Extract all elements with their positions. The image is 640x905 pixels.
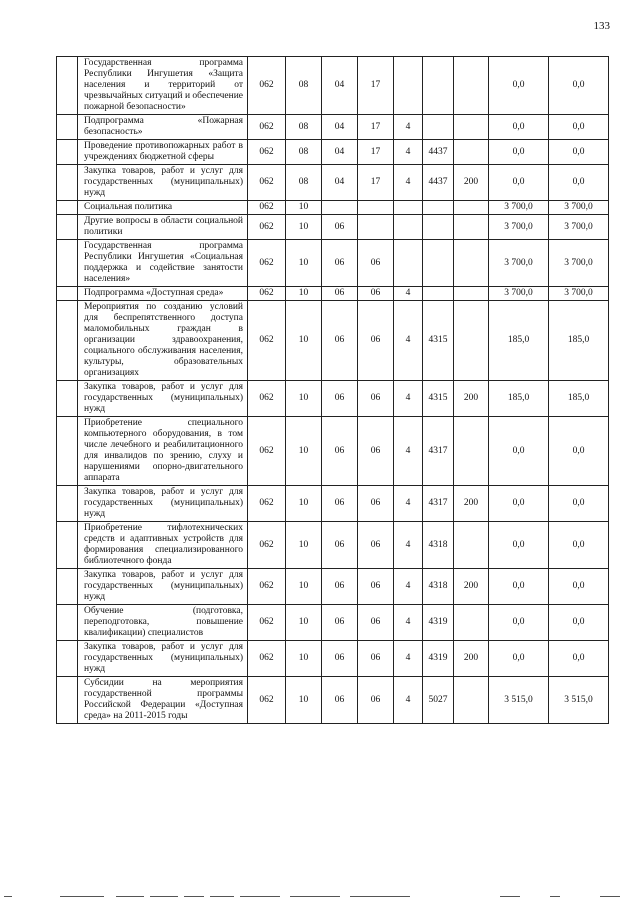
cell-rz: 08 (286, 140, 322, 165)
cell-art (423, 115, 454, 140)
cell-pr: 06 (322, 605, 358, 641)
cell-art: 4315 (423, 301, 454, 381)
cell-vr (454, 57, 489, 115)
cell-sub: 4 (394, 287, 423, 301)
cell-rz: 10 (286, 381, 322, 417)
cell-vr (454, 417, 489, 486)
table-row (57, 201, 609, 215)
cell-sub (394, 57, 423, 115)
cell-sub (394, 240, 423, 287)
cell-ved: 062 (248, 417, 286, 486)
cell-name: Субсидии на мероприятия государственной программы Российской Федерации «Доступная среда» на 2011-2015 годы (78, 677, 248, 724)
cell-rz: 10 (286, 201, 322, 215)
cell-sum1: 0,0 (489, 140, 549, 165)
cell-sum2: 0,0 (549, 417, 609, 486)
cell-sum1: 3 515,0 (489, 677, 549, 724)
cell-name: Обучение (подготовка, переподготовка, повышение квалификации) специалистов (78, 605, 248, 641)
cell-art: 4437 (423, 165, 454, 201)
cell-art: 4319 (423, 605, 454, 641)
cell-name: Другие вопросы в области социальной политики (78, 215, 248, 240)
cell-sum2: 0,0 (549, 605, 609, 641)
cell-art: 5027 (423, 677, 454, 724)
cell-art: 4317 (423, 417, 454, 486)
cell-ved: 062 (248, 301, 286, 381)
cell-prog: 06 (358, 301, 394, 381)
cell-ved: 062 (248, 381, 286, 417)
cell-sum1: 3 700,0 (489, 287, 549, 301)
cell-rz: 10 (286, 569, 322, 605)
cell-vr: 200 (454, 381, 489, 417)
cell-sum1: 0,0 (489, 522, 549, 569)
table-row (57, 677, 609, 724)
cell-rz: 10 (286, 486, 322, 522)
table-row (57, 641, 609, 677)
cell-prog: 06 (358, 240, 394, 287)
cell-art (423, 215, 454, 240)
row-margin-cell (57, 605, 78, 641)
table-row (57, 240, 609, 287)
cell-name: Закупка товаров, работ и услуг для государственных (муниципальных) нужд (78, 569, 248, 605)
cell-art: 4315 (423, 381, 454, 417)
cell-pr: 06 (322, 677, 358, 724)
cell-ved: 062 (248, 677, 286, 724)
cell-rz: 10 (286, 677, 322, 724)
cell-ved: 062 (248, 215, 286, 240)
cell-sub: 4 (394, 417, 423, 486)
cell-prog (358, 201, 394, 215)
cell-ved: 062 (248, 57, 286, 115)
cell-rz: 10 (286, 522, 322, 569)
cell-ved: 062 (248, 140, 286, 165)
cell-ved: 062 (248, 641, 286, 677)
cell-prog: 17 (358, 140, 394, 165)
cell-name: Проведение противопожарных работ в учреждениях бюджетной сферы (78, 140, 248, 165)
page-number: 133 (593, 20, 610, 32)
cell-vr (454, 240, 489, 287)
cell-sum1: 3 700,0 (489, 201, 549, 215)
table-row (57, 287, 609, 301)
cell-name: Подпрограмма «Пожарная безопасность» (78, 115, 248, 140)
row-margin-cell (57, 240, 78, 287)
cell-ved: 062 (248, 201, 286, 215)
cell-sub (394, 201, 423, 215)
cell-prog: 17 (358, 165, 394, 201)
table-row (57, 569, 609, 605)
cell-prog: 06 (358, 486, 394, 522)
cell-name: Закупка товаров, работ и услуг для государственных (муниципальных) нужд (78, 641, 248, 677)
cell-name: Закупка товаров, работ и услуг для государственных (муниципальных) нужд (78, 486, 248, 522)
footer-scan-marks (0, 896, 640, 897)
cell-art: 4318 (423, 569, 454, 605)
cell-prog: 17 (358, 115, 394, 140)
row-margin-cell (57, 115, 78, 140)
cell-sub (394, 215, 423, 240)
cell-sub: 4 (394, 677, 423, 724)
table-row (57, 522, 609, 569)
cell-prog: 06 (358, 641, 394, 677)
cell-pr: 04 (322, 57, 358, 115)
cell-sum2: 3 700,0 (549, 240, 609, 287)
cell-ved: 062 (248, 569, 286, 605)
row-margin-cell (57, 140, 78, 165)
row-margin-cell (57, 201, 78, 215)
cell-sum2: 0,0 (549, 522, 609, 569)
cell-rz: 10 (286, 215, 322, 240)
cell-sum2: 0,0 (549, 165, 609, 201)
cell-sub: 4 (394, 522, 423, 569)
row-margin-cell (57, 417, 78, 486)
cell-sum2: 3 515,0 (549, 677, 609, 724)
cell-sum1: 185,0 (489, 301, 549, 381)
cell-sub: 4 (394, 301, 423, 381)
cell-pr: 06 (322, 522, 358, 569)
row-margin-cell (57, 569, 78, 605)
cell-sum2: 0,0 (549, 140, 609, 165)
cell-art (423, 287, 454, 301)
cell-prog: 06 (358, 569, 394, 605)
table-row (57, 605, 609, 641)
cell-art: 4437 (423, 140, 454, 165)
cell-sum2: 0,0 (549, 486, 609, 522)
cell-sub: 4 (394, 605, 423, 641)
cell-prog: 06 (358, 381, 394, 417)
cell-pr: 04 (322, 115, 358, 140)
table-row (57, 381, 609, 417)
row-margin-cell (57, 287, 78, 301)
cell-name: Мероприятия по созданию условий для беспрепятственного доступа маломобильных граждан в организации здравоохранения, социального обслуживания населения, культуры, образовательных организациях (78, 301, 248, 381)
cell-rz: 10 (286, 301, 322, 381)
cell-art (423, 57, 454, 115)
cell-name: Приобретение специального компьютерного оборудования, в том числе лечебного и реабилитационного для инвалидов по зрению, слуху и нарушениями опорно-двигательного аппарата (78, 417, 248, 486)
cell-sum1: 0,0 (489, 57, 549, 115)
cell-sub: 4 (394, 115, 423, 140)
cell-prog: 06 (358, 677, 394, 724)
cell-sum2: 0,0 (549, 569, 609, 605)
cell-prog: 17 (358, 57, 394, 115)
cell-sum1: 0,0 (489, 641, 549, 677)
cell-pr: 06 (322, 287, 358, 301)
cell-vr (454, 287, 489, 301)
cell-ved: 062 (248, 486, 286, 522)
row-margin-cell (57, 381, 78, 417)
cell-vr: 200 (454, 641, 489, 677)
budget-table (56, 56, 609, 724)
cell-name: Приобретение тифлотехнических средств и адаптивных устройств для формирования специализированного библиотечного фонда (78, 522, 248, 569)
table-row (57, 165, 609, 201)
cell-rz: 10 (286, 287, 322, 301)
cell-art: 4317 (423, 486, 454, 522)
table-row (57, 301, 609, 381)
cell-vr: 200 (454, 569, 489, 605)
cell-vr (454, 201, 489, 215)
cell-vr (454, 522, 489, 569)
row-margin-cell (57, 215, 78, 240)
cell-prog: 06 (358, 605, 394, 641)
cell-rz: 10 (286, 605, 322, 641)
cell-vr (454, 115, 489, 140)
cell-vr (454, 140, 489, 165)
cell-prog (358, 215, 394, 240)
cell-sum1: 3 700,0 (489, 215, 549, 240)
cell-rz: 10 (286, 417, 322, 486)
cell-art (423, 201, 454, 215)
cell-sum1: 185,0 (489, 381, 549, 417)
cell-ved: 062 (248, 605, 286, 641)
cell-art: 4319 (423, 641, 454, 677)
cell-sum1: 0,0 (489, 417, 549, 486)
cell-art: 4318 (423, 522, 454, 569)
cell-sum2: 0,0 (549, 57, 609, 115)
table-row (57, 115, 609, 140)
cell-vr (454, 677, 489, 724)
cell-pr: 06 (322, 381, 358, 417)
row-margin-cell (57, 522, 78, 569)
cell-pr: 06 (322, 417, 358, 486)
cell-name: Социальная политика (78, 201, 248, 215)
cell-pr (322, 201, 358, 215)
cell-sum2: 3 700,0 (549, 201, 609, 215)
cell-sub: 4 (394, 569, 423, 605)
cell-sub: 4 (394, 140, 423, 165)
cell-ved: 062 (248, 522, 286, 569)
cell-sum2: 3 700,0 (549, 215, 609, 240)
cell-name: Закупка товаров, работ и услуг для государственных (муниципальных) нужд (78, 165, 248, 201)
table-row (57, 215, 609, 240)
cell-pr: 06 (322, 215, 358, 240)
cell-prog: 06 (358, 287, 394, 301)
row-margin-cell (57, 301, 78, 381)
cell-sum1: 0,0 (489, 605, 549, 641)
cell-art (423, 240, 454, 287)
cell-sub: 4 (394, 641, 423, 677)
table-row (57, 140, 609, 165)
cell-pr: 06 (322, 569, 358, 605)
cell-ved: 062 (248, 165, 286, 201)
cell-sum1: 0,0 (489, 165, 549, 201)
cell-name: Закупка товаров, работ и услуг для государственных (муниципальных) нужд (78, 381, 248, 417)
cell-rz: 10 (286, 240, 322, 287)
cell-pr: 06 (322, 301, 358, 381)
cell-pr: 04 (322, 140, 358, 165)
cell-sub: 4 (394, 486, 423, 522)
cell-sub: 4 (394, 165, 423, 201)
cell-pr: 06 (322, 641, 358, 677)
cell-sum1: 0,0 (489, 486, 549, 522)
cell-sub: 4 (394, 381, 423, 417)
cell-rz: 08 (286, 165, 322, 201)
cell-ved: 062 (248, 287, 286, 301)
cell-sum1: 0,0 (489, 569, 549, 605)
cell-pr: 04 (322, 165, 358, 201)
cell-vr (454, 605, 489, 641)
row-margin-cell (57, 641, 78, 677)
cell-sum1: 3 700,0 (489, 240, 549, 287)
cell-prog: 06 (358, 417, 394, 486)
cell-rz: 08 (286, 115, 322, 140)
cell-vr (454, 215, 489, 240)
cell-name: Подпрограмма «Доступная среда» (78, 287, 248, 301)
cell-rz: 10 (286, 641, 322, 677)
cell-sum1: 0,0 (489, 115, 549, 140)
cell-pr: 06 (322, 240, 358, 287)
cell-sum2: 185,0 (549, 381, 609, 417)
cell-sum2: 0,0 (549, 115, 609, 140)
cell-vr (454, 301, 489, 381)
table-row (57, 486, 609, 522)
cell-name: Государственная программа Республики Ингушетия «Защита населения и территорий от чрезвычайных ситуаций и обеспечение пожарной безопасности» (78, 57, 248, 115)
row-margin-cell (57, 165, 78, 201)
cell-vr: 200 (454, 486, 489, 522)
cell-sum2: 3 700,0 (549, 287, 609, 301)
cell-ved: 062 (248, 115, 286, 140)
table-row (57, 57, 609, 115)
cell-sum2: 185,0 (549, 301, 609, 381)
cell-rz: 08 (286, 57, 322, 115)
row-margin-cell (57, 486, 78, 522)
row-margin-cell (57, 677, 78, 724)
cell-name: Государственная программа Республики Ингушетия «Социальная поддержка и содействие занятости населения» (78, 240, 248, 287)
table-row (57, 417, 609, 486)
row-margin-cell (57, 57, 78, 115)
cell-pr: 06 (322, 486, 358, 522)
cell-prog: 06 (358, 522, 394, 569)
cell-ved: 062 (248, 240, 286, 287)
cell-vr: 200 (454, 165, 489, 201)
cell-sum2: 0,0 (549, 641, 609, 677)
